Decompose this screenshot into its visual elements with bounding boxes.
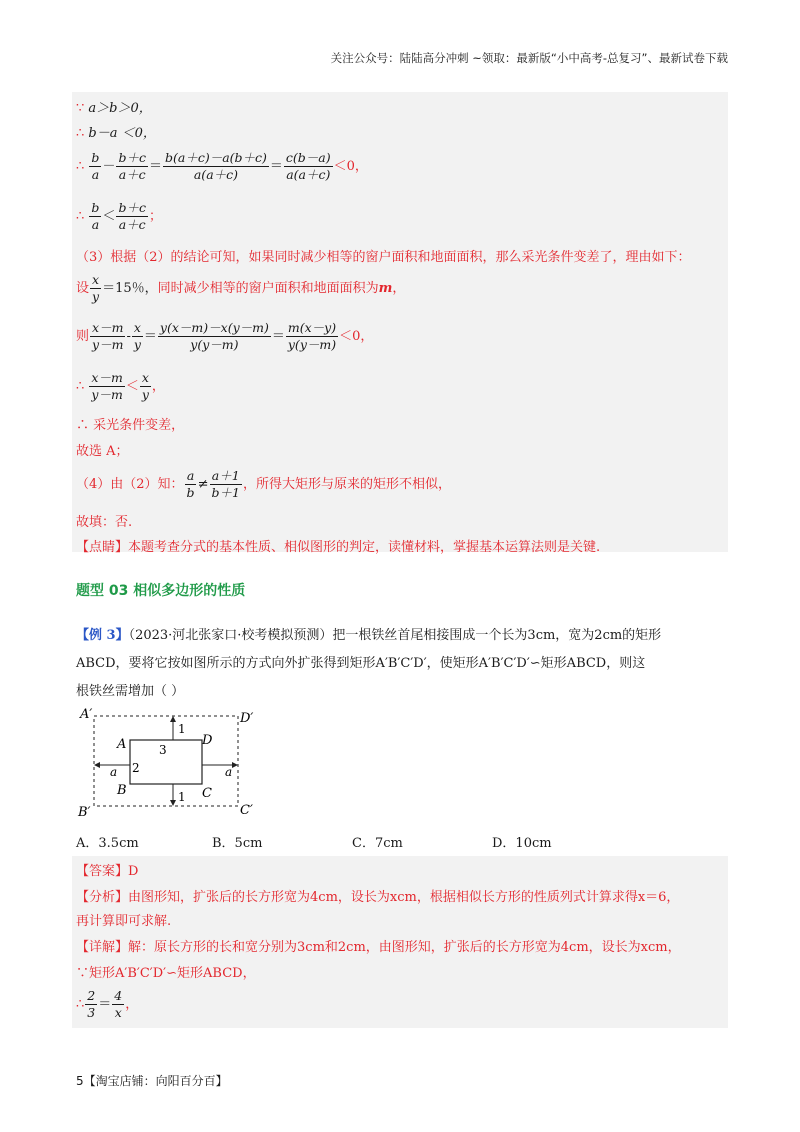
rectangle-figure — [74, 702, 274, 824]
example-line: 【例 3】（2023·河北张家口·校考模拟预测）把一根铁丝首尾相接围成一个长为3cm，宽为2cm的矩形 — [76, 628, 662, 643]
option-c[interactable]: C．7cm — [352, 836, 403, 851]
outer-rectangle — [94, 716, 238, 806]
solution-line: ∴ $\frac{b}{a}$ ＜ $\frac{b+c}{a+c}$ ； — [76, 200, 162, 232]
label-B-prime: B′ — [78, 805, 91, 820]
example-line: ABCD，要将它按如图所示的方式向外扩张得到矩形A′B′C′D′，使矩形A′B′C′D′∽矩形ABCD，则这 — [76, 656, 646, 671]
label-one-bottom: 1 — [178, 790, 186, 804]
fraction: $\frac{x-m}{y-m}$ — [92, 320, 124, 352]
fraction: $\frac{x}{y}$ — [92, 272, 100, 304]
option-d[interactable]: D．10cm — [492, 836, 552, 851]
option-a[interactable]: A．3.5cm — [76, 836, 139, 851]
fraction: $\frac{a}{b}$ — [186, 468, 195, 500]
fraction: $\frac{b}{a}$ — [91, 200, 100, 232]
solution-line: 【点睛】本题考查分式的基本性质、相似图形的判定，读懂材料，掌握基本运算法则是关键. — [76, 540, 601, 555]
solution-line: 则 $\frac{x-m}{y-m}$ - $\frac{x}{y}$ ＝ $\frac{y(x-m)-x(y-m)}{y(y-m)}$ ＝ $\frac{m(x-y)}{y(y-m)}$ ＜0， — [76, 320, 374, 352]
example-line: 根铁丝需增加（ ） — [76, 684, 185, 699]
label-D-prime: D′ — [240, 711, 254, 726]
answer-line: 再计算即可求解. — [76, 914, 172, 929]
fraction: $\frac{c(b-a)}{a(a+c)}$ — [285, 150, 331, 182]
solution-line: ∴ $\frac{x-m}{y-m}$ ＜ $\frac{x}{y}$ ， — [76, 370, 165, 402]
arrow-up — [170, 716, 176, 722]
answer-line: 【详解】解：原长方形的长和宽分别为3cm和2cm，由图形知，扩张后的长方形宽为4cm，设长为xcm， — [76, 940, 681, 955]
label-length: 3 — [159, 743, 167, 757]
solution-line: ∴ $\frac{b}{a}$ － $\frac{b+c}{a+c}$ ＝ $\frac{b(a+c)-a(b+c)}{a(a+c)}$ ＝ $\frac{c(b-a)}{a(a+c)}$ ＜0， — [76, 150, 368, 182]
label-C: C — [202, 786, 212, 801]
label-A-prime: A′ — [80, 707, 93, 722]
option-b[interactable]: B．5cm — [212, 836, 263, 851]
fraction: $\frac{b+c}{a+c}$ — [118, 200, 146, 232]
answer-line: ∴ $\frac{2}{3}$ ＝ $\frac{4}{x}$ ， — [76, 988, 139, 1020]
fraction: $\frac{y(x-m)-x(y-m)}{y(y-m)}$ — [159, 320, 269, 352]
label-C-prime: C′ — [240, 803, 253, 818]
label-width: 2 — [132, 761, 140, 775]
answer-line: 【分析】由图形知，扩张后的长方形宽为4cm，设长为xcm，根据相似长方形的性质列式计算求得x＝6， — [76, 890, 680, 905]
fraction: $\frac{a+1}{b+1}$ — [211, 468, 240, 500]
fraction: $\frac{x}{y}$ — [141, 370, 149, 402]
solution-line: 故选 A； — [76, 444, 129, 459]
label-a-right: a — [225, 765, 233, 779]
solution-line: 故填：否. — [76, 515, 133, 530]
fraction: $\frac{b+c}{a+c}$ — [118, 150, 146, 182]
fraction: $\frac{x}{y}$ — [133, 320, 141, 352]
solution-line: （3）根据（2）的结论可知，如果同时减少相等的窗户面积和地面面积，那么采光条件变差了，理由如下： — [76, 250, 691, 265]
fraction: $\frac{2}{3}$ — [87, 988, 96, 1020]
arrow-left — [94, 762, 100, 768]
fraction: $\frac{m(x-y)}{y(y-m)}$ — [287, 320, 337, 352]
solution-line: （4）由（2）知： $\frac{a}{b}$ ≠ $\frac{a+1}{b+1}$ ，所得大矩形与原来的矩形不相似， — [76, 468, 451, 500]
solution-line: ∴ 采光条件变差， — [76, 418, 185, 433]
label-a-left: a — [110, 765, 118, 779]
fraction: $\frac{4}{x}$ — [114, 988, 123, 1020]
answer-line: ∵矩形A′B′C′D′∽矩形ABCD， — [76, 966, 256, 981]
solution-line: 设 $\frac{x}{y}$ ＝15％，同时减少相等的窗户面积和地面面积为m， — [76, 272, 406, 304]
label-one-top: 1 — [178, 722, 186, 736]
arrow-down — [170, 800, 176, 806]
fraction: $\frac{x-m}{y-m}$ — [91, 370, 123, 402]
solution-line: ∴ b－a ＜0， — [76, 126, 156, 141]
solution-line: ∵ a＞b＞0， — [76, 101, 152, 116]
label-A: A — [117, 737, 127, 752]
section-title: 题型 03 相似多边形的性质 — [76, 583, 246, 599]
page-header: 关注公众号：陆陆高分冲刺 ~领取：最新版“小中高考-总复习”、最新试卷下载 — [330, 51, 728, 65]
answer-line: 【答案】D — [76, 864, 139, 879]
label-D: D — [202, 733, 213, 748]
fraction: $\frac{b(a+c)-a(b+c)}{a(a+c)}$ — [164, 150, 267, 182]
fraction: $\frac{b}{a}$ — [91, 150, 100, 182]
page-footer: 5【淘宝店铺：向阳百分百】 — [76, 1074, 228, 1088]
label-B: B — [117, 783, 127, 798]
arrow-right — [232, 762, 238, 768]
